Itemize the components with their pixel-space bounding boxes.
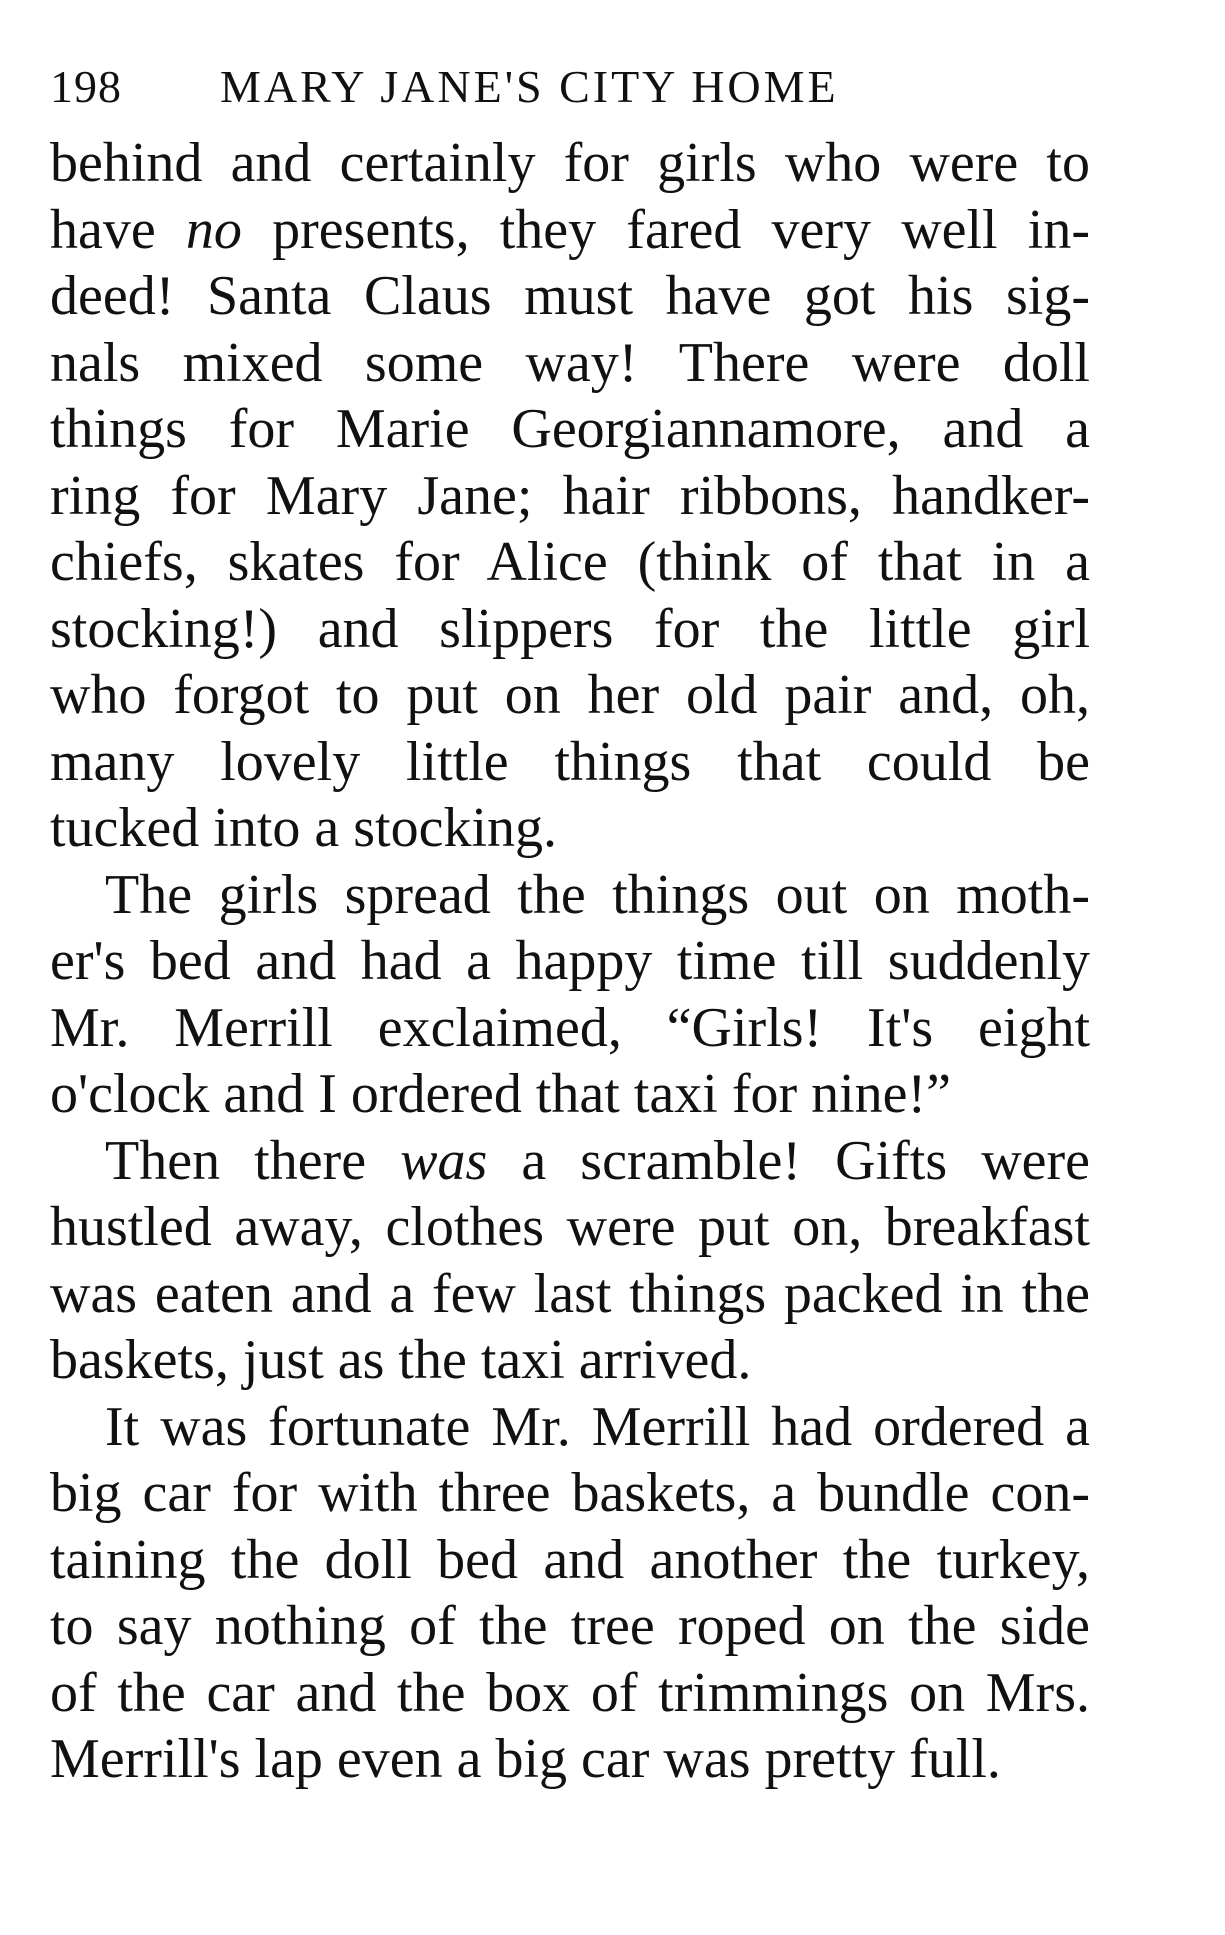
text-line	[50, 1327, 1090, 1394]
paragraph	[50, 1394, 1100, 1793]
text-line	[50, 1527, 1090, 1594]
text-run: have	[50, 198, 186, 261]
text-run: The girls spread the things out on moth-	[105, 863, 1090, 926]
text-run: nals mixed some way! There were doll	[50, 331, 1090, 394]
text-line	[50, 596, 1090, 663]
text-line	[50, 1460, 1090, 1527]
text-line	[50, 263, 1090, 330]
text-run: chiefs, skates for Alice (think of that in a	[50, 531, 1090, 593]
text-line	[50, 928, 1090, 995]
text-run: er's bed and had a happy time till suddenly	[50, 930, 1090, 992]
text-run: deed! Santa Claus must have got his sig-	[50, 265, 1090, 327]
text-run: who forgot to put on her old pair and, oh,	[50, 664, 1090, 726]
text-run: ring for Mary Jane; hair ribbons, handker-	[50, 464, 1090, 527]
paragraph	[50, 862, 1100, 1128]
text-line	[50, 529, 1090, 596]
text-line	[50, 1593, 1090, 1660]
paragraph	[50, 1128, 1100, 1394]
text-line	[50, 795, 1090, 862]
text-run: Then there	[105, 1129, 401, 1192]
text-run: tucked into a stocking.	[50, 797, 558, 859]
running-head	[50, 50, 1100, 130]
text-run: of the car and the box of trimmings on Mrs.	[50, 1661, 1090, 1724]
text-run: to say nothing of the tree roped on the side	[50, 1595, 1090, 1657]
book-title: MARY JANE'S CITY HOME	[220, 61, 839, 112]
text-run: many lovely little things that could be	[50, 730, 1090, 793]
text-line	[50, 1261, 1090, 1328]
text-run: baskets, just as the taxi arrived.	[50, 1329, 752, 1391]
body-text	[50, 130, 1100, 1793]
text-run: behind and certainly for girls who were to	[50, 132, 1090, 194]
italic-emphasis: was	[400, 1129, 488, 1192]
text-line	[50, 1660, 1090, 1727]
text-line	[50, 463, 1090, 530]
text-run: Merrill's lap even a big car was pretty full.	[50, 1728, 1001, 1790]
text-line	[50, 662, 1090, 729]
text-line	[50, 130, 1090, 197]
page-number: 198	[50, 61, 122, 112]
text-run: Mr. Merrill exclaimed, “Girls! It's eight	[50, 996, 1090, 1059]
text-line	[50, 1061, 1090, 1128]
text-run: It was fortunate Mr. Merrill had ordered a	[105, 1395, 1090, 1458]
text-line	[50, 1394, 1090, 1461]
text-line	[50, 862, 1090, 929]
text-run: presents, they fared very well in-	[241, 198, 1090, 261]
text-run: a scramble! Gifts were	[487, 1129, 1090, 1192]
italic-emphasis: no	[185, 198, 242, 261]
text-run: taining the doll bed and another the turkey,	[50, 1528, 1090, 1591]
text-line	[50, 330, 1090, 397]
text-line	[50, 729, 1090, 796]
text-line	[50, 1726, 1090, 1793]
text-run: big car for with three baskets, a bundle con-	[50, 1462, 1090, 1524]
text-line	[50, 197, 1090, 264]
paragraph	[50, 130, 1100, 862]
text-line	[50, 1128, 1090, 1195]
text-run: was eaten and a few last things packed in the	[50, 1262, 1090, 1325]
text-line	[50, 1194, 1090, 1261]
text-run: stocking!) and slippers for the little girl	[50, 597, 1090, 660]
text-line	[50, 995, 1090, 1062]
text-run: hustled away, clothes were put on, breakfast	[50, 1196, 1090, 1258]
text-line	[50, 396, 1090, 463]
text-run: things for Marie Georgiannamore, and a	[50, 398, 1090, 460]
text-run: o'clock and I ordered that taxi for nine!”	[50, 1063, 952, 1125]
book-page	[50, 50, 1100, 1793]
